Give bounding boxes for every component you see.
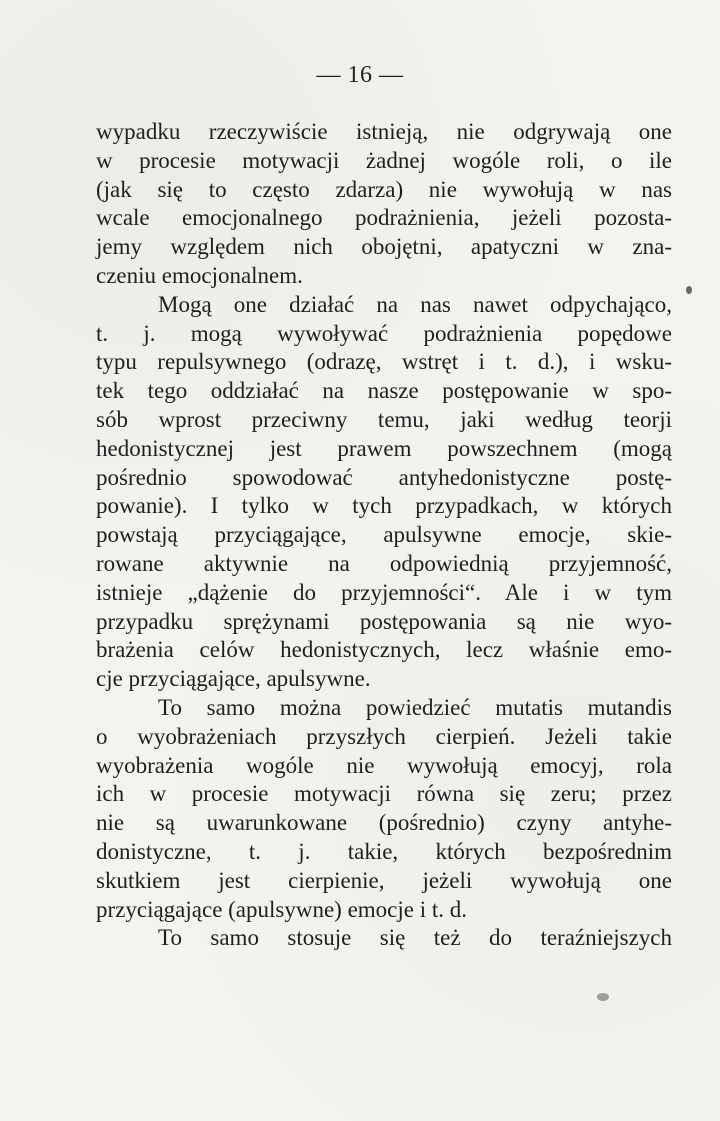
text-line: powstają przyciągające, apulsywne emocje, skie- <box>96 522 672 548</box>
body-text <box>96 118 672 953</box>
text-line: hedonistycznej jest prawem powszechnem (mogą <box>96 435 672 461</box>
text-line: (jak się to często zdarza) nie wywołują w nas <box>96 176 672 202</box>
text-line: pośrednio spowodować antyhedonistyczne postę- <box>96 464 672 490</box>
text-line: Mogą one działać na nas nawet odpychająco, <box>158 291 672 317</box>
text-line: przyciągające (apulsywne) emocje i t. d. <box>96 896 468 922</box>
text-line: w procesie motywacji żadnej wogóle roli, o ile <box>96 147 672 173</box>
text-line: jemy względem nich obojętni, apatyczni w zna- <box>96 234 672 260</box>
text-line: t. j. mogą wywoływać podrażnienia popędowe <box>96 320 672 346</box>
text-line: przypadku sprężynami postępowania są nie wyo- <box>96 608 672 634</box>
text-line: wcale emocjonalnego podrażnienia, jeżeli pozosta- <box>96 205 672 231</box>
paper-speck <box>686 286 692 294</box>
text-line: rowane aktywnie na odpowiednią przyjemność, <box>96 550 672 576</box>
text-line: o wyobrażeniach przyszłych cierpień. Jeżeli takie <box>96 723 672 749</box>
text-line: To samo stosuje się też do teraźniejszych <box>158 925 672 951</box>
text-line: powanie). I tylko w tych przypadkach, w których <box>96 493 672 519</box>
text-line: nie są uwarunkowane (pośrednio) czyny antyhe- <box>96 810 672 836</box>
text-line: skutkiem jest cierpienie, jeżeli wywołują one <box>96 867 672 893</box>
text-line: istnieje „dążenie do przyjemności“. Ale i w tym <box>96 579 672 605</box>
text-line: wyobrażenia wogóle nie wywołują emocyj, rola <box>96 752 672 778</box>
text-line: To samo można powiedzieć mutatis mutandis <box>158 694 672 720</box>
page-number-header: — 16 — <box>316 62 404 88</box>
text-line: czeniu emocjonalnem. <box>96 262 303 288</box>
text-line: donistyczne, t. j. takie, których bezpośrednim <box>96 838 672 864</box>
text-line: wypadku rzeczywiście istnieją, nie odgrywają one <box>96 119 672 144</box>
text-line: tek tego oddziałać na nasze postępowanie w spo- <box>96 378 672 404</box>
text-line: brażenia celów hedonistycznych, lecz właśnie emo- <box>96 637 672 663</box>
text-line: ich w procesie motywacji równa się zeru; przez <box>96 781 672 807</box>
text-line: sób wprost przeciwny temu, jaki według teorji <box>96 406 672 432</box>
text-line: cje przyciągające, apulsywne. <box>96 666 371 692</box>
text-line: typu repulsywnego (odrazę, wstręt i t. d.), i wsku- <box>96 349 672 375</box>
paper-speck <box>597 993 609 1001</box>
